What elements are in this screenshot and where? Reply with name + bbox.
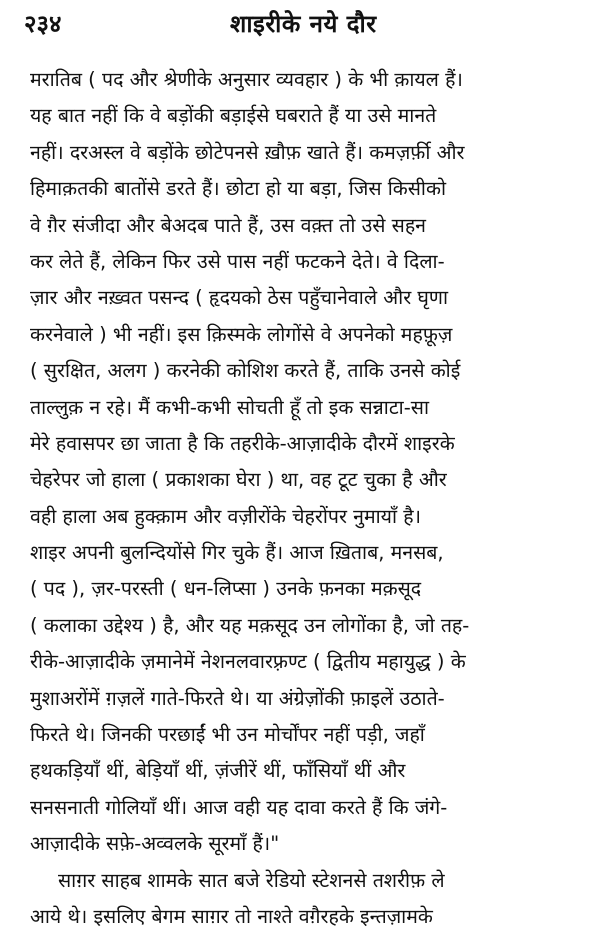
text-line: फिरते थे। जिनकी परछाईं भी उन मोर्चोंपर नहीं पड़ी, जहाँ [30,723,425,747]
text-line: कर लेते हैं, लेकिन फिर उसे पास नहीं फटकने देते। वे दिला- [30,249,445,273]
text-line: ( सुरक्षित, अलग ) करनेकी कोशिश करते हैं, ताकि उनसे कोई [30,359,461,383]
running-title: शाइरीके नये दौर [230,10,377,38]
text-line: मुशाअरोंमें ग़ज़लें गाते-फिरते थे। या अंग्रेज़ोंकी फ़ाइलें उठाते- [30,686,445,710]
text-line: हिमाक़तकी बातोंसे डरते हैं। छोटा हो या बड़ा, जिस किसीको [30,177,446,201]
text-line: चेहरेपर जो हाला ( प्रकाशका घेरा ) था, वह टूट चुका है और [30,468,447,492]
text-line: ताल्लुक़ न रहे। मैं कभी-कभी सोचती हूँ तो इक सन्नाटा-सा [30,395,429,419]
text-line: मेरे हवासपर छा जाता है कि तहरीके-आज़ादीके दौरमें शाइरके [30,431,455,455]
paragraph-start-line: साग़र साहब शामके सात बजे रेडियो स्टेशनसे तशरीफ़ ले [58,868,445,892]
text-line: ( कलाका उद्देश्य ) है, और यह मक़सूद उन लोगोंका है, जो तह- [30,613,470,637]
text-line: रीके-आज़ादीके ज़मानेमें नेशनलवारफ़्रण्ट ( द्वितीय महायुद्ध ) के [30,650,466,674]
page-number: २३४ [24,10,62,38]
text-line: करनेवाले ) भी नहीं। इस क़िस्मके लोगोंसे वे अपनेको महफ़ूज़ [30,322,453,346]
text-line: ( पद ), ज़र-परस्ती ( धन-लिप्सा ) उनके फ़नका मक़सूद [30,577,422,601]
text-line: आज़ादीके सफ़े-अव्वलके सूरमाँ हैं।" [30,832,280,856]
text-line: सनसनाती गोलियाँ थीं। आज वही यह दावा करते हैं कि जंगे- [30,795,448,819]
text-line: यह बात नहीं कि वे बड़ोंकी बड़ाईसे घबराते हैं या उसे मानते [30,104,437,128]
text-line: ज़ार और नख़्वत पसन्द ( हृदयको ठेस पहुँचानेवाले और घृणा [30,286,449,310]
body-text [30,62,580,935]
text-line: शाइर अपनी बुलन्दियोंसे गिर चुके हैं। आज ख़िताब, मनसब, [30,541,444,565]
text-line: मरातिब ( पद और श्रेणीके अनुसार व्यवहार ) के भी क़ायल हैं। [30,68,463,91]
text-line: आये थे। इसलिए बेगम साग़र तो नाश्ते वग़ैरहके इन्तज़ामके [30,904,433,928]
text-line: वही हाला अब हुक्क़ाम और वज़ीरोंके चेहरोंपर नुमायाँ है। [30,504,421,528]
text-line: वे ग़ैर संजीदा और बेअदब पाते हैं, उस वक़्त तो उसे सहन [30,213,426,237]
text-line: हथकड़ियाँ थीं, बेड़ियाँ थीं, ज़ंजीरें थीं, फाँसियाँ थीं और [30,759,406,783]
text-line: नहीं। दरअस्ल वे बड़ोंके छोटेपनसे ख़ौफ़ खाते हैं। कमज़र्फ़ी और [30,140,465,164]
